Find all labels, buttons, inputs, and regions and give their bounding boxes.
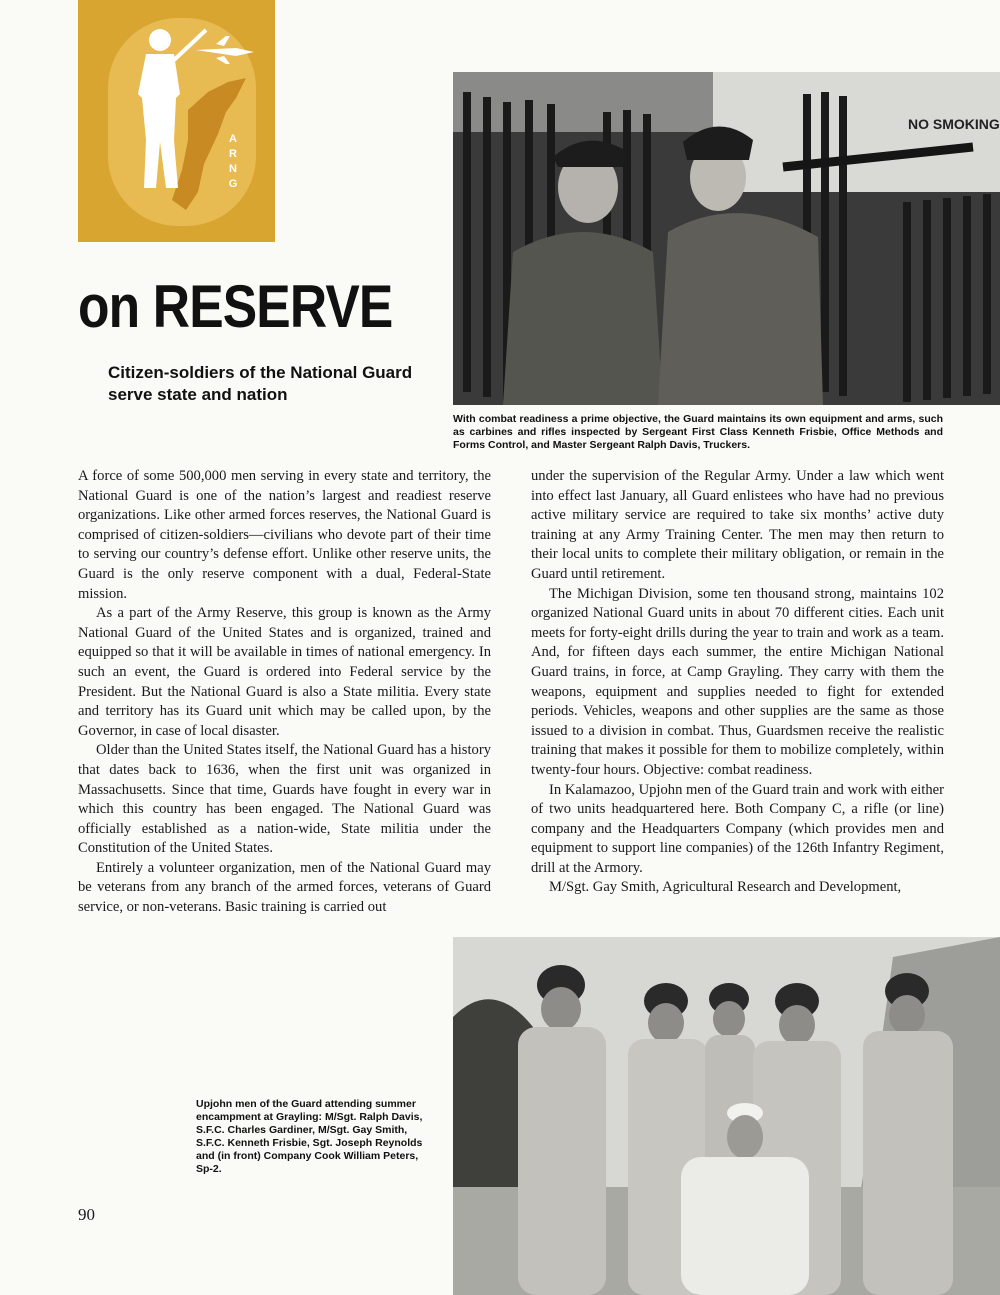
top-photo-caption: With combat readiness a prime objective, the Guard maintains its own equipment and arms, such as carbines and rifles inspected by Sergeant First Class Kenneth Frisbie, Office Methods and Forms Control, and Master Sergeant Ralph Davis, Truckers. [453,413,943,451]
article-column-left [78,467,491,918]
group-photo-illustration [453,937,1000,1295]
paragraph: As a part of the Army Reserve, this group is known as the Army National Guard of the United States and is organized, trained and equipped so that it will be available in times of national emergency. In such an event, the Guard is ordered into Federal service by the President. But the National Guard is also a State militia. Every state and territory has its Guard unit which may be called upon, by the Governor, in case of local disaster. [78,605,491,739]
arng-emblem-icon [78,0,275,242]
paragraph: A force of some 500,000 men serving in every state and territory, the National Guard is one of the nation’s largest and readiest reserve organizations. Like other armed forces reserves, the National Guard is comprised of citizen-soldiers—civilians who devote part of their time to serving our country’s defense effort. Unlike other reserve units, the Guard is the only reserve component with a dual, Federal-State mission. [78,468,491,602]
logo-letters [226,132,240,192]
page-title: on RESERVE [78,273,393,340]
logo-letter: G [228,178,238,190]
encampment-group-photo [453,937,1000,1295]
paragraph: The Michigan Division, some ten thousand strong, maintains 102 organized National Guard units in about 70 different cities. Each unit meets for forty-eight drills during the year to train and work as a team. And, for fifteen days each summer, the entire Michigan National Guard trains, in force, at Camp Grayling. They carry with them the weapons, equipment and supplies needed to fight for extended periods. Vehicles, weapons and other supplies are the same as those issued to a division in combat. Thus, Guardsmen receive the realistic training that makes it possible for them to mobilize completely, within twenty-four hours. Objective: combat readiness. [531,585,944,778]
paragraph: Older than the United States itself, the National Guard has a history that dates back to 1636, when the first unit was organized in Massachusetts. Since that time, Guards have fought in every war in which this country has been engaged. The National Guard was officially established as a nation-wide, State militia under the Constitution of the United States. [78,742,491,857]
page-number: 90 [78,1205,95,1224]
rifle-rack-photo-illustration [453,72,1000,405]
logo-letter: R [229,148,237,160]
no-smoking-sign: NO SMOKING [908,116,1000,132]
arng-logo [78,0,275,242]
logo-letter: A [229,133,237,145]
paragraph: Entirely a volunteer organization, men of the National Guard may be veterans from any branch of the armed forces, veterans of Guard service, or non-veterans. Basic training is carried out [78,859,491,916]
rifle-inspection-photo [453,72,1000,405]
bottom-photo-caption: Upjohn men of the Guard attending summer encampment at Grayling: M/Sgt. Ralph Davis, S.F.C. Charles Gardiner, M/Sgt. Gay Smith, S.F.C. Kenneth Frisbie, Sgt. Joseph Reynolds and (in front) Company Cook William Peters, Sp-2. [196,1098,423,1175]
logo-letter: N [229,163,237,175]
paragraph: In Kalamazoo, Upjohn men of the Guard train and work with either of two units headquartered here. Both Company C, a rifle (or line) company and the Headquarters Company (which provides men and equipment to support line companies) of the 126th Infantry Regiment, drill at the Armory. [531,781,944,876]
paragraph: under the supervision of the Regular Army. Under a law which went into effect last January, all Guard enlistees who have had no previous active military service are required to take six months’ active duty training at any Army Training Center. The men may then return to their local units to complete their military obligation, or remain in the Guard until retirement. [531,468,944,582]
page-subtitle: Citizen-soldiers of the National Guard serve state and nation [108,363,413,404]
paragraph: M/Sgt. Gay Smith, Agricultural Research and Development, [549,879,902,896]
article-column-right [531,467,944,898]
